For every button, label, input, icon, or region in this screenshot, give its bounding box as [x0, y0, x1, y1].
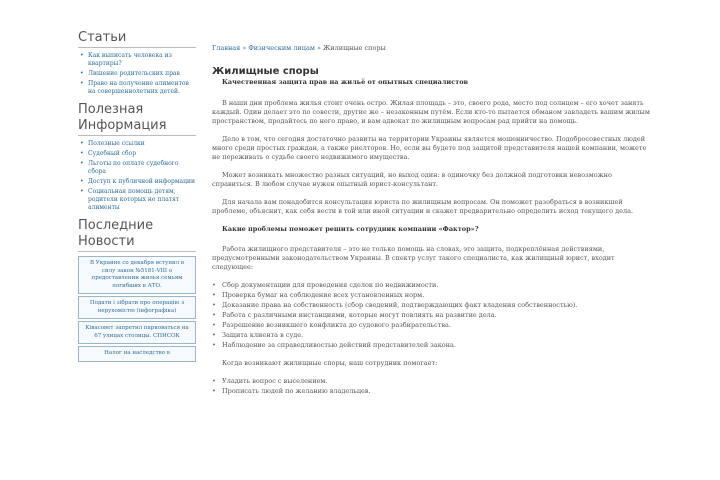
list-item: • Работа с различными инстанциями, которые могут повлиять на развитие дела. [212, 311, 652, 320]
breadcrumb-section[interactable]: Физическим лицам [248, 44, 315, 52]
paragraph: Когда возникают жилищные споры, наш сотрудник помогает: [222, 359, 438, 367]
news-item[interactable]: Подати і зібрати про операцію з нерухомістю (інфографіка) [78, 296, 196, 319]
news-item[interactable]: В Украине со декабря вступил в силу закон №5181-VIII о предоставлении жилья семьям погибших в АТО. [78, 256, 196, 294]
list-item: • Доказание права на собственность (сбор сведений, подтверждающих факт владения собственностью). [212, 301, 652, 310]
news-item[interactable]: Налог на наследство в [78, 346, 196, 362]
article-link[interactable]: • Право на получение алиментов на совершеннолетних детей. [78, 80, 196, 96]
paragraph: Работа жилищного представителя – это не только помощь на словах, это защита, подкреплённая действиями, предусмотренными законодательством Украины. В спектр услуг такого специалиста, как жилищный юрист, входит следующее: [212, 245, 615, 271]
info-link[interactable]: • Судебный сбор [78, 150, 196, 158]
info-link[interactable]: • Льготы по оплате судебного сбора [78, 160, 196, 176]
paragraph: Может возникать множество разных ситуаций, но выход один: в одиночку без должной подготовки невозможно справиться. В любом случае нужен опытный юрист-консультант. [212, 171, 612, 188]
sidebar [78, 30, 196, 364]
news-item[interactable]: Ківаcовет запретил парковаться на 67 улицах столицы. СПИСОК [78, 321, 196, 344]
info-heading: Полезная Информация [78, 102, 196, 136]
article-link[interactable]: • Как выписать человека из квартиры? [78, 52, 196, 68]
info-link[interactable]: • Доступ к публичной информации [78, 178, 196, 186]
info-link[interactable]: • Социальная помощь детям, родители которых не платят алименты [78, 188, 196, 212]
list-item: • Разрешение возникшего конфликта до судового разбирательства. [212, 321, 652, 330]
paragraph: Для начала вам понадобится консультация юриста по жилищным вопросам. Он поможет разобраться в возникшей проблеме, объяснит, как себя вести в той или иной ситуации и скажет предварительно определить исход текущего дела. [212, 198, 634, 215]
info-link[interactable]: • Полезные ссылки [78, 140, 196, 148]
news-heading: Последние Новости [78, 218, 196, 252]
news-list [78, 256, 196, 362]
main-content [212, 44, 652, 405]
article-link[interactable]: • Лишение родительских прав [78, 70, 196, 78]
page-subtitle: Качественная защита прав на жильё от опытных специалистов [222, 78, 469, 86]
services-list [212, 281, 652, 350]
breadcrumb [212, 44, 652, 53]
help-list [212, 377, 652, 396]
breadcrumb-separator: » [240, 44, 249, 52]
articles-list [78, 52, 196, 96]
list-item: • Защита клиента в суде. [212, 331, 652, 340]
breadcrumb-home[interactable]: Главная [212, 44, 241, 52]
breadcrumb-separator: » [314, 44, 323, 52]
paragraph: Дело в том, что сегодня достаточно развиты на территории Украины является мошенничество. Подобросовестных людей много среди простых граждан, а также риелторов. Но, если вы будете под защитой представителя нашей компании, можете не переживать о судьбе своего недвижимого имущества. [212, 135, 647, 161]
list-item: • Наблюдение за справедливостью действий представителей закона. [212, 341, 652, 350]
section-heading: Какие проблемы поможет решить сотрудник компании «Фактор»? [222, 225, 479, 233]
list-item: • Проверка бумаг на соблюдение всех установленных норм. [212, 291, 652, 300]
list-item: • Уладить вопрос с выселением. [212, 377, 652, 386]
paragraph: В наши дни проблема жилья стоит очень остро. Жилая площадь – это, своего рода, место под солнцем – его хочет занять каждый. Один делает это по совести, другие же – незаконным путём. Если кто-то пытается обманом завладеть вашим жилым пространством, продайтесь по него право, и вам адвокат по жилищным вопросам рад прийти на помощь. [212, 99, 650, 125]
breadcrumb-current: Жилищные споры [322, 44, 386, 52]
list-item: • Сбор документации для проведения сделок по недвижимости. [212, 281, 652, 290]
info-list [78, 140, 196, 212]
page-title: Жилищные споры [212, 66, 319, 77]
articles-heading: Статьи [78, 30, 196, 48]
list-item: • Прописать людей по желанию владельцев. [212, 387, 652, 396]
